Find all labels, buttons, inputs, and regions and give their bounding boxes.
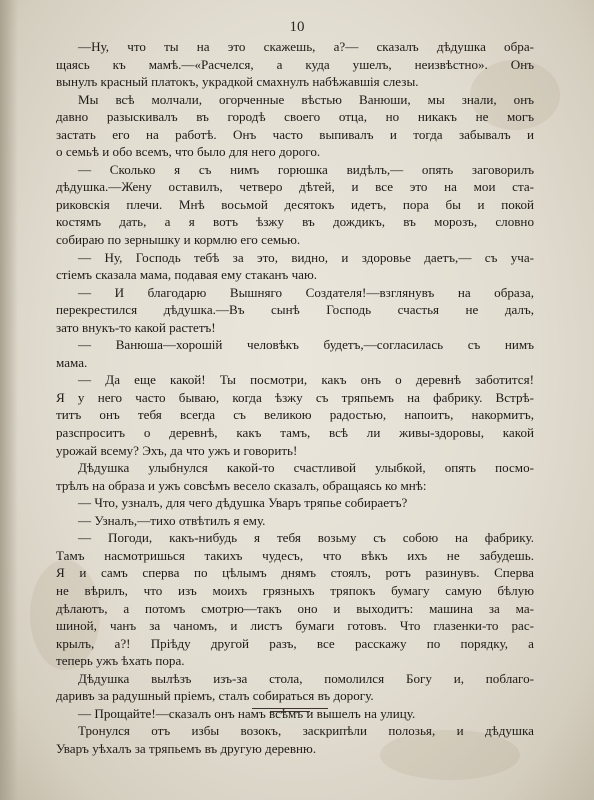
text-line: щаясь къ мамѣ.—«Расчелся, а куда ушелъ, неизвѣстно». Онъ <box>56 56 534 72</box>
text-line: зато внукъ-то какой растетъ! <box>56 319 216 335</box>
text-line: — Ну, Господь тебѣ за это, видно, и здоровье даетъ,— съ уча- <box>78 249 534 265</box>
text-line: Я и самъ сперва по цѣлымъ днямъ стоялъ, ротъ разинувъ. Сперва <box>56 565 534 581</box>
text-line: мама. <box>56 354 88 370</box>
page-edge-shadow <box>0 0 18 800</box>
text-line: — Погоди, какъ-нибудь я тебя возьму съ собою на фабрику. <box>78 530 534 546</box>
body-text <box>56 38 534 757</box>
text-line: — Да еще какой! Ты посмотри, какъ онъ о деревнѣ заботится! <box>78 372 534 388</box>
text-line: трѣлъ на образа и ужъ совсѣмъ весело сказалъ, обращаясь ко мнѣ: <box>56 477 427 493</box>
text-line: Я у него часто бываю, когда ѣзжу съ тряпьемъ на фабрику. Встрѣ- <box>56 389 534 405</box>
text-line: Дѣдушка улыбнулся какой-то счастливой улыбкой, опять посмо- <box>78 460 534 476</box>
text-line: — Узналъ,—тихо отвѣтилъ я ему. <box>78 512 266 528</box>
text-line: вынулъ красный платокъ, украдкой смахнулъ набѣжавшія слезы. <box>56 74 419 90</box>
section-divider-short <box>270 711 310 712</box>
text-line: стіемъ сказала мама, подавая ему стаканъ чаю. <box>56 267 318 283</box>
text-line: урожай всему? Эхъ, да что ужъ и говорить! <box>56 442 298 458</box>
text-line: Тронулся отъ избы возокъ, заскрипѣли полозья, и дѣдушка <box>78 723 534 739</box>
text-line: крылъ, а?! Пріѣду другой разъ, все расскажу по порядку, а <box>56 635 534 651</box>
text-line: — Прощайте!—сказалъ онъ намъ всѣмъ и вышелъ на улицу. <box>78 705 416 721</box>
text-line: — Ванюша—хорошій человѣкъ будетъ,—согласилась съ нимъ <box>78 337 534 353</box>
text-line: — Что, узналъ, для чего дѣдушка Уваръ тряпье собираетъ? <box>78 495 408 511</box>
text-line: титъ онъ тебя всегда съ великою радостью, напоитъ, накормитъ, <box>56 407 534 423</box>
text-line: дѣлаютъ, а потомъ смотрю—такъ оно и выходитъ: машина за ма- <box>56 600 534 616</box>
text-line: теперь ужъ ѣхать пора. <box>56 653 185 669</box>
text-line: Мы всѣ молчали, огорченные вѣстью Ванюши, мы знали, онъ <box>78 91 534 107</box>
text-line: даривъ за радушный пріемъ, сталъ собираться въ дорогу. <box>56 688 374 704</box>
text-line: Уваръ уѣхалъ за тряпьемъ въ другую деревню. <box>56 740 317 756</box>
text-line: Тамъ насмотришься такихъ чудесъ, что вѣкъ ихъ не забудешь. <box>56 547 534 563</box>
section-divider <box>252 708 328 709</box>
text-line: —Ну, что ты на это скажешь, а?— сказалъ дѣдушка обра- <box>78 39 534 54</box>
text-line: не вѣрилъ, что изъ моихъ грязныхъ тряпокъ бумагу самую бѣлую <box>56 582 534 598</box>
text-line: костямъ дать, а я вотъ ѣзжу въ дождикъ, въ морозъ, словно <box>56 214 534 230</box>
text-line: — И благодарю Вышняго Создателя!—взглянувъ на образа, <box>78 284 534 300</box>
text-line: разспроситъ о деревнѣ, какъ тамъ, всѣ ли живы-здоровы, какой <box>56 425 534 441</box>
page-number: 10 <box>289 19 305 35</box>
text-line: шиной, чанъ за чаномъ, и листъ бумаги готовъ. Что глазенки-то рас- <box>56 618 534 634</box>
text-line: давно разыскивалъ въ городѣ своего отца, но никакъ не могъ <box>56 109 534 125</box>
text-line: собираю по зернышку и кормлю его семью. <box>56 232 301 248</box>
text-line: Дѣдушка вылѣзъ изъ-за стола, помолился Богу и, поблаго- <box>78 670 534 686</box>
text-line: застать его на работѣ. Онъ часто выпивалъ и тогда забывалъ и <box>56 126 534 142</box>
text-line: — Сколько я съ нимъ горюшка видѣлъ,— опять заговорилъ <box>78 161 534 177</box>
text-line: дѣдушка.—Жену оставилъ, четверо дѣтей, и все это на мои ста- <box>56 179 534 195</box>
text-line: о семьѣ и обо всемъ, что было для него дорого. <box>56 144 321 160</box>
text-line: перекрестился дѣдушка.—Въ сынѣ Господь счастья не далъ, <box>56 302 534 318</box>
text-line: риковскія плечи. Мнѣ восьмой десятокъ идетъ, пора бы и покой <box>56 196 534 212</box>
